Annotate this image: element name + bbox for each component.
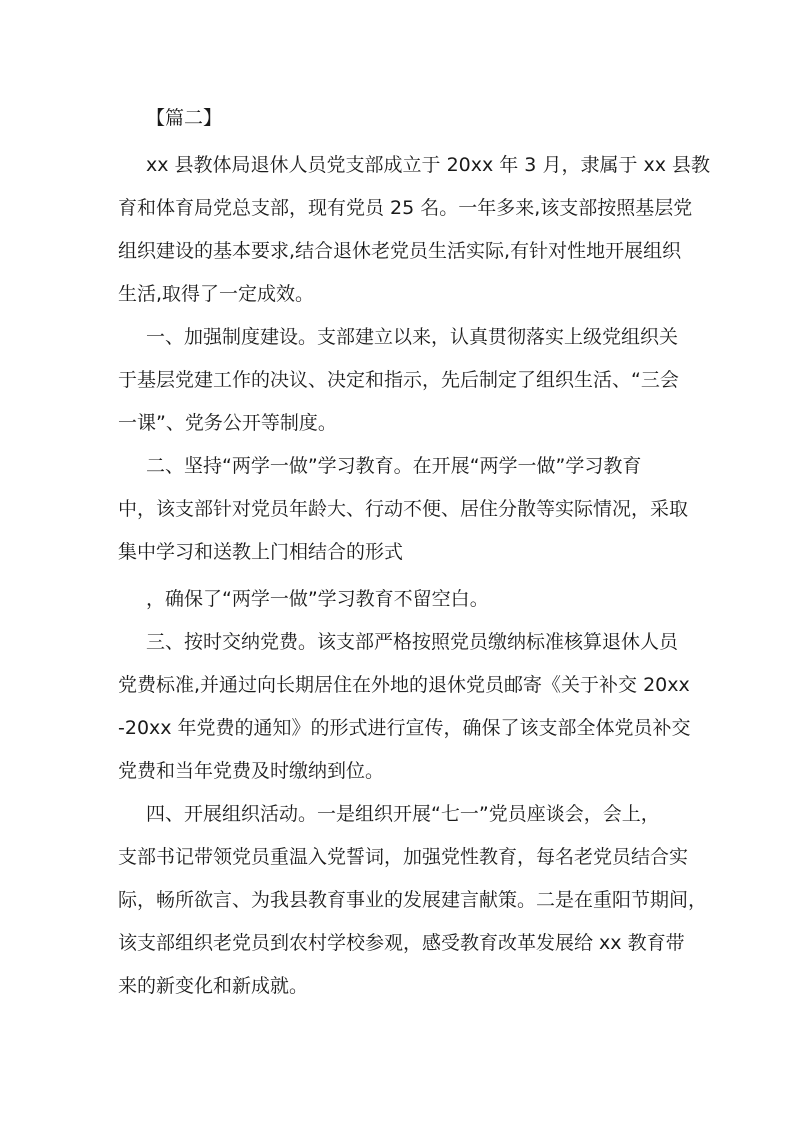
paragraph-line: 三、按时交纳党费。该支部严格按照党员缴纳标准核算退休人员: [146, 631, 679, 653]
paragraph-line: 于基层党建工作的决议、决定和指示，先后制定了组织生活、“三会: [118, 369, 679, 391]
paragraph-line: 四、开展组织活动。一是组织开展“七一”党员座谈会，会上，: [146, 803, 660, 825]
paragraph-line: xx 县教体局退休人员党支部成立于 20xx 年 3 月，隶属于 xx 县教: [146, 154, 711, 176]
paragraph-line: 支部书记带领党员重温入党誓词，加强党性教育，每名老党员结合实: [118, 846, 689, 868]
paragraph-line: 该支部组织老党员到农村学校参观，感受教育改革发展给 xx 教育带: [118, 932, 685, 954]
paragraph-line: 二、坚持“两学一做”学习教育。在开展“两学一做”学习教育: [146, 455, 642, 477]
paragraph-line: 集中学习和送教上门相结合的形式: [118, 541, 404, 563]
paragraph-line: 生活,取得了一定成效。: [118, 283, 315, 305]
paragraph-line: 组织建设的基本要求,结合退休老党员生活实际,有针对性地开展组织: [118, 240, 682, 262]
paragraph-line: 一课”、党务公开等制度。: [118, 412, 337, 434]
paragraph-line: ，确保了“两学一做”学习教育不留空白。: [146, 588, 489, 610]
section-heading: 【篇二】: [146, 107, 223, 129]
paragraph-line: -20xx 年党费的通知》的形式进行宣传，确保了该支部全体党员补交: [118, 717, 691, 739]
paragraph-line: 党费标准,并通过向长期居住在外地的退休党员邮寄《关于补交 20xx: [118, 674, 690, 696]
paragraph-line: 育和体育局党总支部，现有党员 25 名。一年多来,该支部按照基层党: [118, 197, 693, 219]
paragraph-line: 党费和当年党费及时缴纳到位。: [118, 760, 385, 782]
paragraph-line: 际，畅所欲言、为我县教育事业的发展建言献策。二是在重阳节期间，: [118, 889, 708, 911]
paragraph-line: 一、加强制度建设。支部建立以来，认真贯彻落实上级党组织关: [146, 326, 679, 348]
paragraph-line: 来的新变化和新成就。: [118, 975, 309, 997]
paragraph-line: 中，该支部针对党员年龄大、行动不便、居住分散等实际情况，采取: [118, 498, 689, 520]
